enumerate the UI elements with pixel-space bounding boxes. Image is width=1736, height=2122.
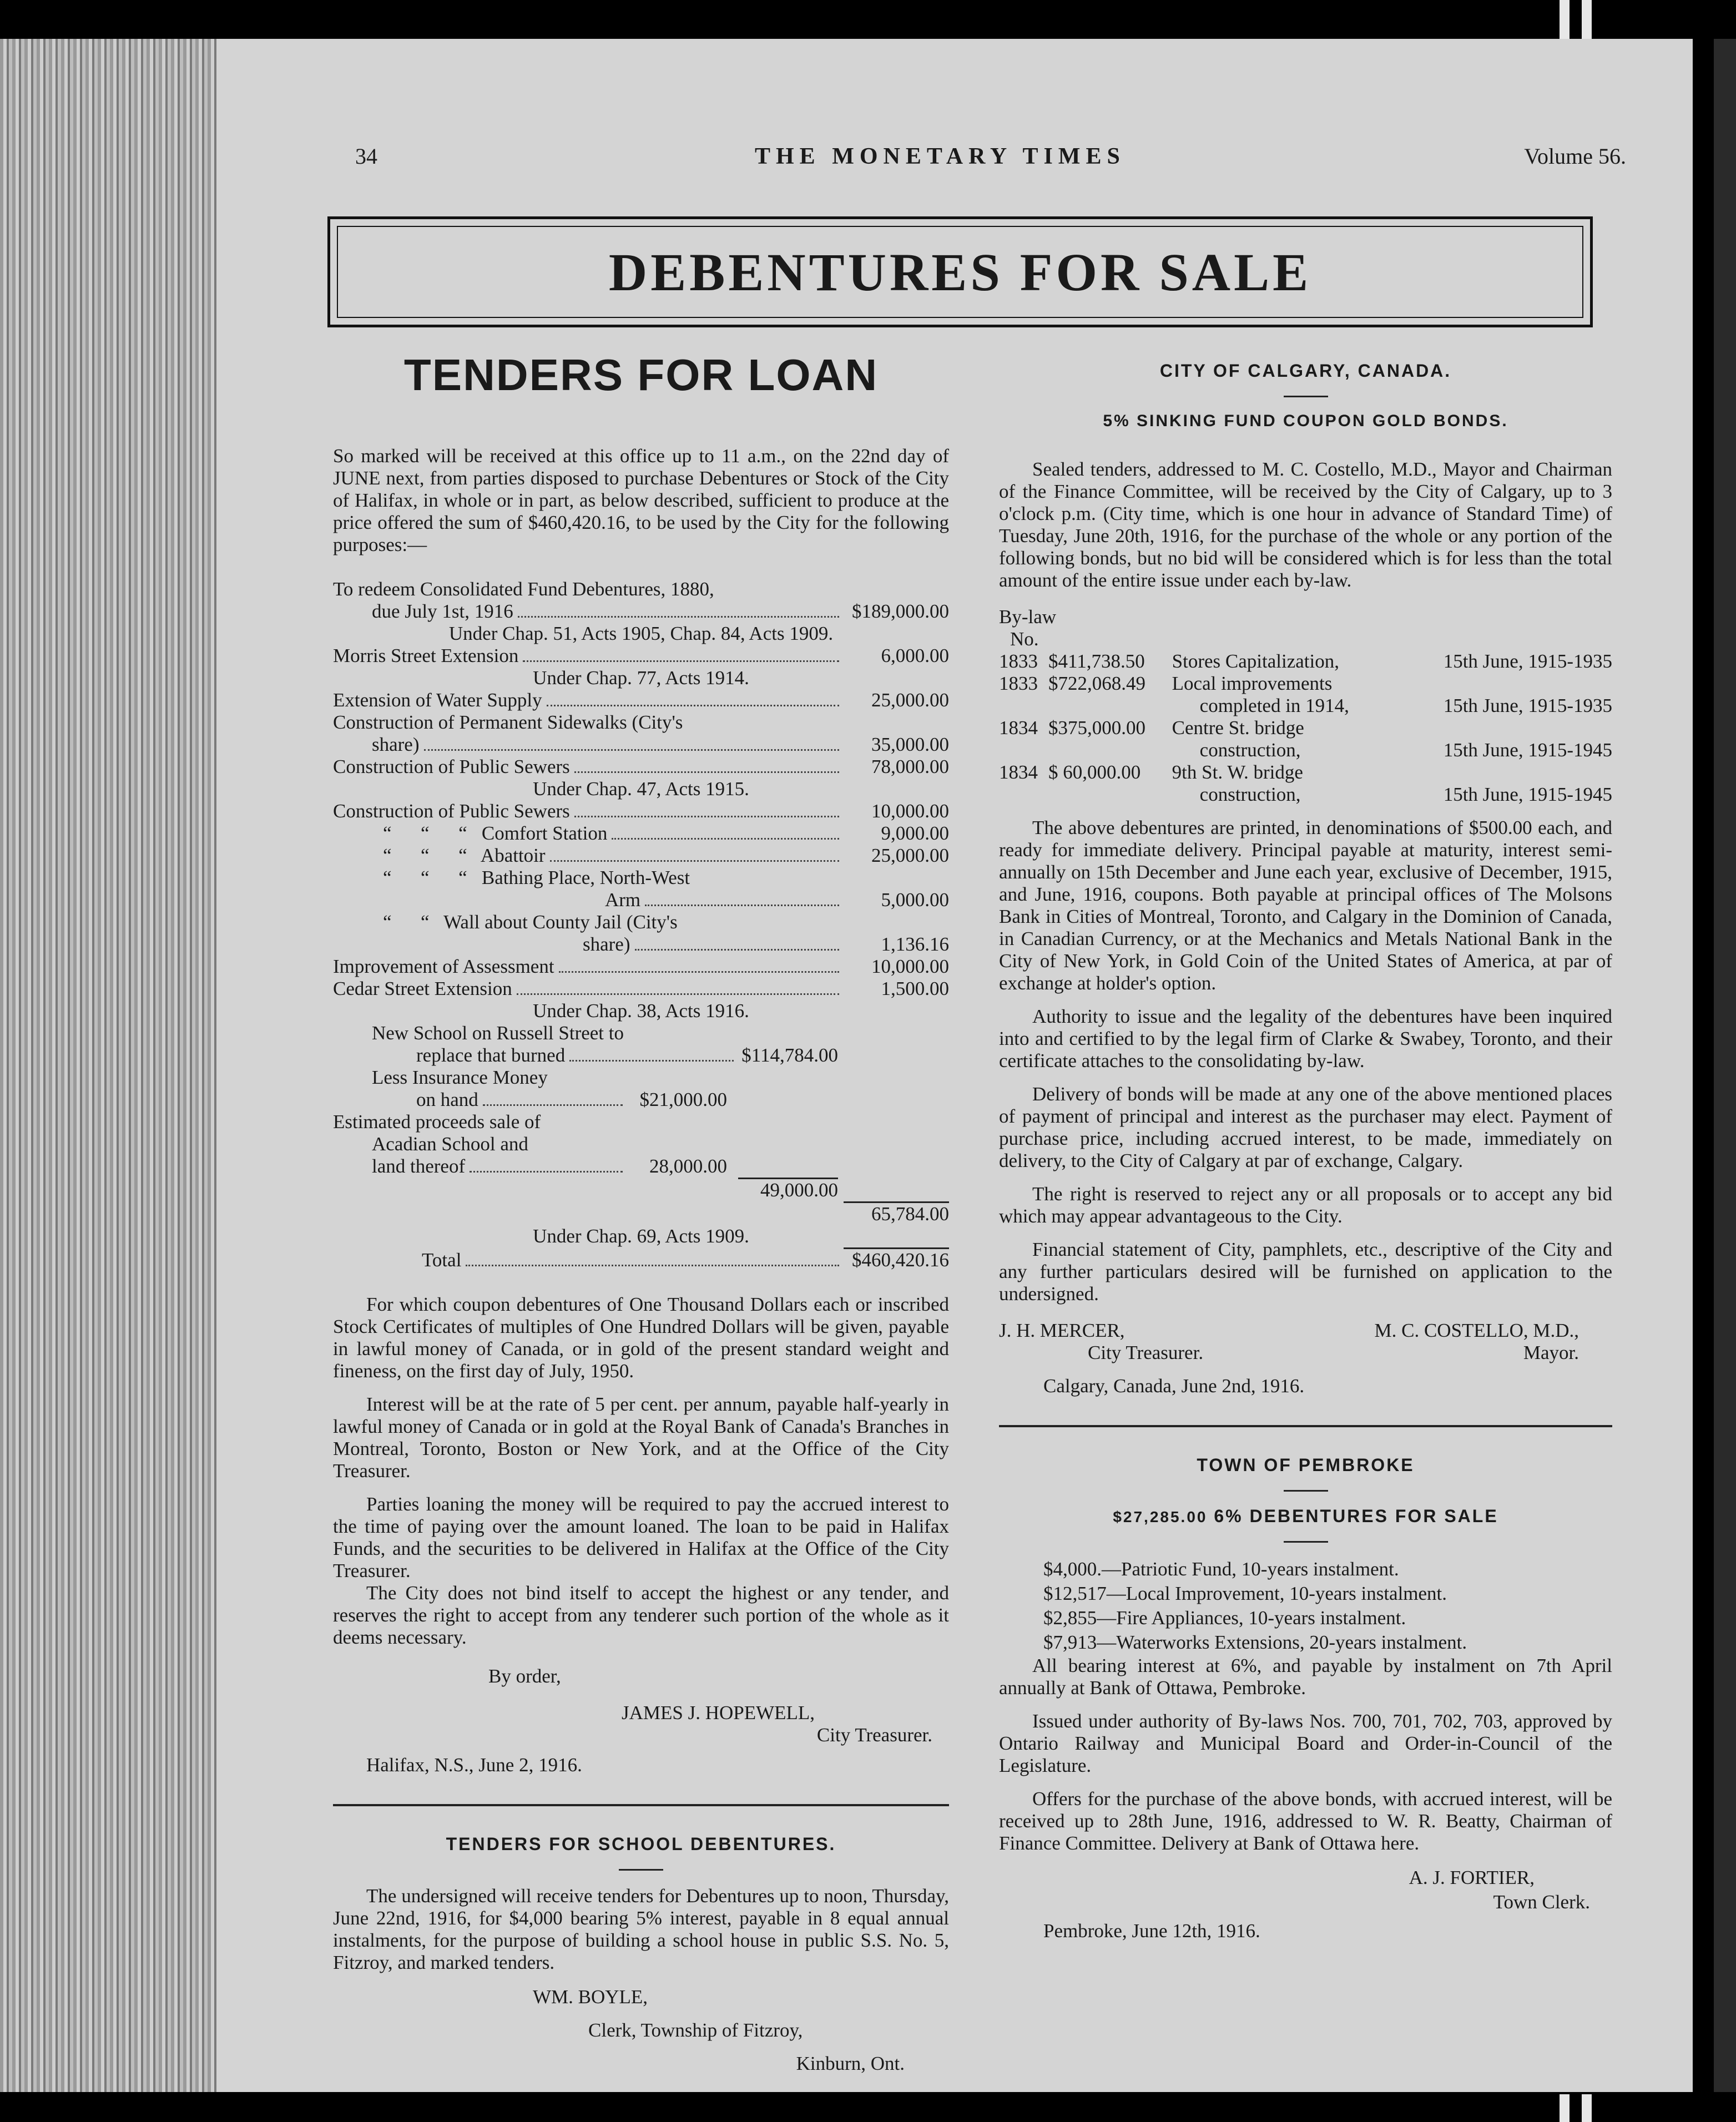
list-item: Construction of Public Sewers 78,000.00 (333, 756, 949, 777)
list-item: Morris Street Extension 6,000.00 (333, 645, 949, 666)
paragraph: Delivery of bonds will be made at any one of the above mentioned places of payment of principal and interest as the purchaser may elect. Payment of purchase price, including accrued interest, to be made, immediately on delivery, to the City of Calgary at par of exchange, Calgary. (999, 1083, 1612, 1171)
halifax-intro: So marked will be received at this office up to 11 a.m., on the 22nd day of JUNE next, from parties disposed to purchase Debentures or Stock of the City of Halifax, in whole or in part, as below described, sufficient to produce at the price offered the sum of $460,420.16, to be used by the City for the following purposes:— (333, 445, 949, 555)
list-item: Estimated proceeds sale of (333, 1111, 541, 1133)
signer-name: A. J. FORTIER, (1409, 1867, 1535, 1888)
list-item: Total $460,420.16 (333, 1247, 949, 1271)
list-item: Extension of Water Supply 25,000.00 (333, 689, 949, 711)
signer-name: JAMES J. HOPEWELL, (622, 1702, 815, 1724)
publication-title: THE MONETARY TIMES (755, 144, 1126, 169)
facing-page-edge (1714, 39, 1736, 2092)
book-binding-edge (0, 39, 216, 2092)
table-row: construction, 15th June, 1915-1945 (1199, 739, 1612, 761)
table-row: 1834 $ 60,000.00 9th St. W. bridge (999, 761, 1303, 783)
paragraph: Sealed tenders, addressed to M. C. Costello, M.D., Mayor and Chairman of the Finance Committee, will be received by the City of Calgary, up to 3 o'clock p.m. (City time, which is one hour in advance of Standard Time) of Tuesday, June 20th, 1916, for the purchase of the whole or any portion of the following bonds, but no bid will be considered which is for less than the total amount of the entire issue under each by-law. (999, 458, 1612, 591)
table-row: 1833 $722,068.49 Local improvements (999, 673, 1333, 694)
list-item: “ “ “ Bathing Place, North-West (383, 867, 690, 888)
signatures (999, 1342, 1612, 1364)
pembroke-title: TOWN OF PEMBROKE (1197, 1455, 1415, 1475)
subtitle-amount: $27,285.00 (1113, 1508, 1208, 1525)
place: Kinburn, Ont. (796, 2053, 905, 2074)
paragraph: Interest will be at the rate of 5 per cent. per annum, payable half-yearly in lawful money of Canada or in gold at the Royal Bank of Canada's Branches in Montreal, Toronto, Boston or New York, and at the Office of the City Treasurer. (333, 1393, 949, 1482)
list-item: land thereof 28,000.00 (372, 1155, 727, 1177)
list-item: “ “ “ Comfort Station 9,000.00 (383, 822, 949, 844)
signer-title: City Treasurer. (816, 1724, 932, 1746)
list-item: “ “ “ Abattoir 25,000.00 (383, 845, 949, 866)
list-item: 65,784.00 (333, 1201, 949, 1225)
film-mark (1582, 2094, 1592, 2122)
list-item: Arm 5,000.00 (605, 889, 949, 911)
signatures (999, 1320, 1612, 1342)
signer-title: Town Clerk. (1493, 1891, 1590, 1913)
banner-title: DEBENTURES FOR SALE (337, 226, 1583, 318)
paragraph: For which coupon debentures of One Thousand Dollars each or inscribed Stock Certificates of multiples of One Hundred Dollars will be given, payable in lawful money of Canada, or in gold of the present standard weight and fineness, on the first day of July, 1950. (333, 1294, 949, 1382)
signer-title: Mayor. (1523, 1342, 1579, 1363)
table-row: completed in 1914, 15th June, 1915-1935 (1199, 695, 1612, 716)
film-mark (1582, 0, 1592, 39)
list-item: 49,000.00 (333, 1178, 949, 1201)
divider (619, 1869, 663, 1871)
list-item: due July 1st, 1916 $189,000.00 (372, 600, 949, 622)
table-row: 1833 $411,738.50 Stores Capitalization, 15th June, 1915-1935 (999, 650, 1612, 672)
divider (1284, 396, 1328, 397)
paragraph: The City does not bind itself to accept the highest or any tender, and reserves the right to accept from any tenderer such portion of the whole as it deems necessary. (333, 1582, 949, 1648)
list-item: Less Insurance Money (372, 1067, 548, 1088)
subtitle-text: 6% DEBENTURES FOR SALE (1214, 1506, 1498, 1526)
divider (1284, 1541, 1328, 1543)
paragraph: All bearing interest at 6%, and payable by instalment on 7th April annually at Bank of Ottawa, Pembroke. (999, 1655, 1612, 1699)
paragraph: Issued under authority of By-laws Nos. 700, 701, 702, 703, approved by Ontario Railway and Municipal Board and Order-in-Council of the Legislature. (999, 1710, 1612, 1776)
list-item: Cedar Street Extension 1,500.00 (333, 978, 949, 999)
paragraph: Authority to issue and the legality of the debentures have been inquired into and certified to by the legal firm of Clarke & Swabey, Toronto, and their certificate attaches to the consolidating by-law. (999, 1006, 1612, 1072)
list-item: “ “ Wall about County Jail (City's (383, 911, 678, 933)
signer-title: Clerk, Township of Fitzroy, (588, 2019, 803, 2041)
volume-number: Volume 56. (1524, 144, 1626, 169)
list-item: $2,855—Fire Appliances, 10-years instalment. (1043, 1607, 1406, 1629)
place-date: Calgary, Canada, June 2nd, 1916. (1043, 1375, 1305, 1397)
signer-name: M. C. COSTELLO, M.D., (1374, 1320, 1579, 1341)
list-item: replace that burned $114,784.00 (416, 1044, 838, 1066)
list-item: on hand $21,000.00 (416, 1089, 727, 1110)
calgary-subtitle: 5% SINKING FUND COUPON GOLD BONDS. (1103, 412, 1508, 430)
divider (999, 1425, 1612, 1427)
list-item: Under Chap. 69, Acts 1909. (533, 1225, 749, 1247)
left-column (333, 350, 949, 2076)
paragraph: Financial statement of City, pamphlets, etc., descriptive of the City and any further particulars desired will be furnished on application to the undersigned. (999, 1239, 1612, 1305)
banner-box (327, 216, 1593, 327)
film-mark (1560, 0, 1570, 39)
pembroke-subtitle (999, 1506, 1612, 1527)
bylaw-table (999, 650, 1612, 806)
paragraph: Offers for the purchase of the above bonds, with accrued interest, will be received up to 28th June, 1916, addressed to W. R. Beatty, Chairman of Finance Committee. Delivery at Bank of Ottawa here. (999, 1788, 1612, 1854)
list-item: To redeem Consolidated Fund Debentures, 1880, (333, 578, 714, 600)
divider (1284, 1490, 1328, 1492)
signer-title: City Treasurer. (1088, 1342, 1204, 1363)
list-item: $4,000.—Patriotic Fund, 10-years instalment. (1043, 1558, 1399, 1580)
list-item: New School on Russell Street to (372, 1022, 624, 1044)
film-mark (1560, 2094, 1570, 2122)
halifax-title: TENDERS FOR LOAN (403, 350, 879, 400)
place-date: Pembroke, June 12th, 1916. (1043, 1920, 1260, 1942)
table-row: construction, 15th June, 1915-1945 (1199, 784, 1612, 805)
page-number: 34 (355, 144, 377, 169)
signer-name: J. H. MERCER, (999, 1320, 1125, 1341)
calgary-title: CITY OF CALGARY, CANADA. (1159, 361, 1452, 381)
table-row: 1834 $375,000.00 Centre St. bridge (999, 717, 1304, 739)
list-item: $12,517—Local Improvement, 10-years instalment. (1043, 1583, 1447, 1604)
list-item: Under Chap. 77, Acts 1914. (533, 667, 749, 689)
paragraph: The above debentures are printed, in denominations of $500.00 each, and ready for immediate delivery. Principal payable at maturity, interest semi-annually on 15th December and June each year, exclusive of December, 1915, and June, 1916, coupons. Both payable at principal offices of The Molsons Bank in Cities of Montreal, Toronto, and Calgary in the Dominion of Canada, in Canadian Currency, or at the Mechanics and Metals National Bank in the City of New York, in Gold Coin of the United States of America, at par of exchange at holder's option. (999, 817, 1612, 994)
list-item: share) 35,000.00 (372, 734, 949, 755)
list-item: Under Chap. 47, Acts 1915. (533, 778, 749, 800)
list-item: share) 1,136.16 (583, 933, 949, 955)
bylaw-header: By-law (999, 606, 1057, 628)
document-page (216, 39, 1693, 2092)
list-item: Under Chap. 38, Acts 1916. (533, 1000, 749, 1022)
place-date: Halifax, N.S., June 2, 1916. (366, 1754, 582, 1776)
by-order: By order, (488, 1665, 561, 1687)
purposes-list (333, 578, 949, 1271)
paragraph: Parties loaning the money will be required to pay the accrued interest to the time of paying over the amount loaned. The loan to be paid in Halifax Funds, and the securities to be delivered in Halifax at the Office of the City Treasurer. (333, 1493, 949, 1582)
list-item: Construction of Permanent Sidewalks (City's (333, 711, 683, 733)
divider (333, 1804, 949, 1806)
paragraph: The undersigned will receive tenders for Debentures up to noon, Thursday, June 22nd, 1916, for $4,000 bearing 5% interest, payable in 8 equal annual instalments, for the purpose of building a school house in public S.S. No. 5, Fitzroy, and marked tenders. (333, 1885, 949, 1973)
bylaw-header: No. (1010, 628, 1039, 650)
signer-name: WM. BOYLE, (533, 1986, 648, 2008)
school-title: TENDERS FOR SCHOOL DEBENTURES. (446, 1834, 836, 1854)
list-item: Acadian School and (372, 1133, 528, 1155)
list-item: Under Chap. 51, Acts 1905, Chap. 84, Acts 1909. (448, 623, 834, 644)
right-column (999, 350, 1612, 1943)
paragraph: The right is reserved to reject any or all proposals or to accept any bid which may appear advantageous to the City. (999, 1183, 1612, 1227)
list-item: Construction of Public Sewers 10,000.00 (333, 800, 949, 822)
list-item: Improvement of Assessment 10,000.00 (333, 956, 949, 977)
list-item: $7,913—Waterworks Extensions, 20-years instalment. (1043, 1631, 1467, 1653)
